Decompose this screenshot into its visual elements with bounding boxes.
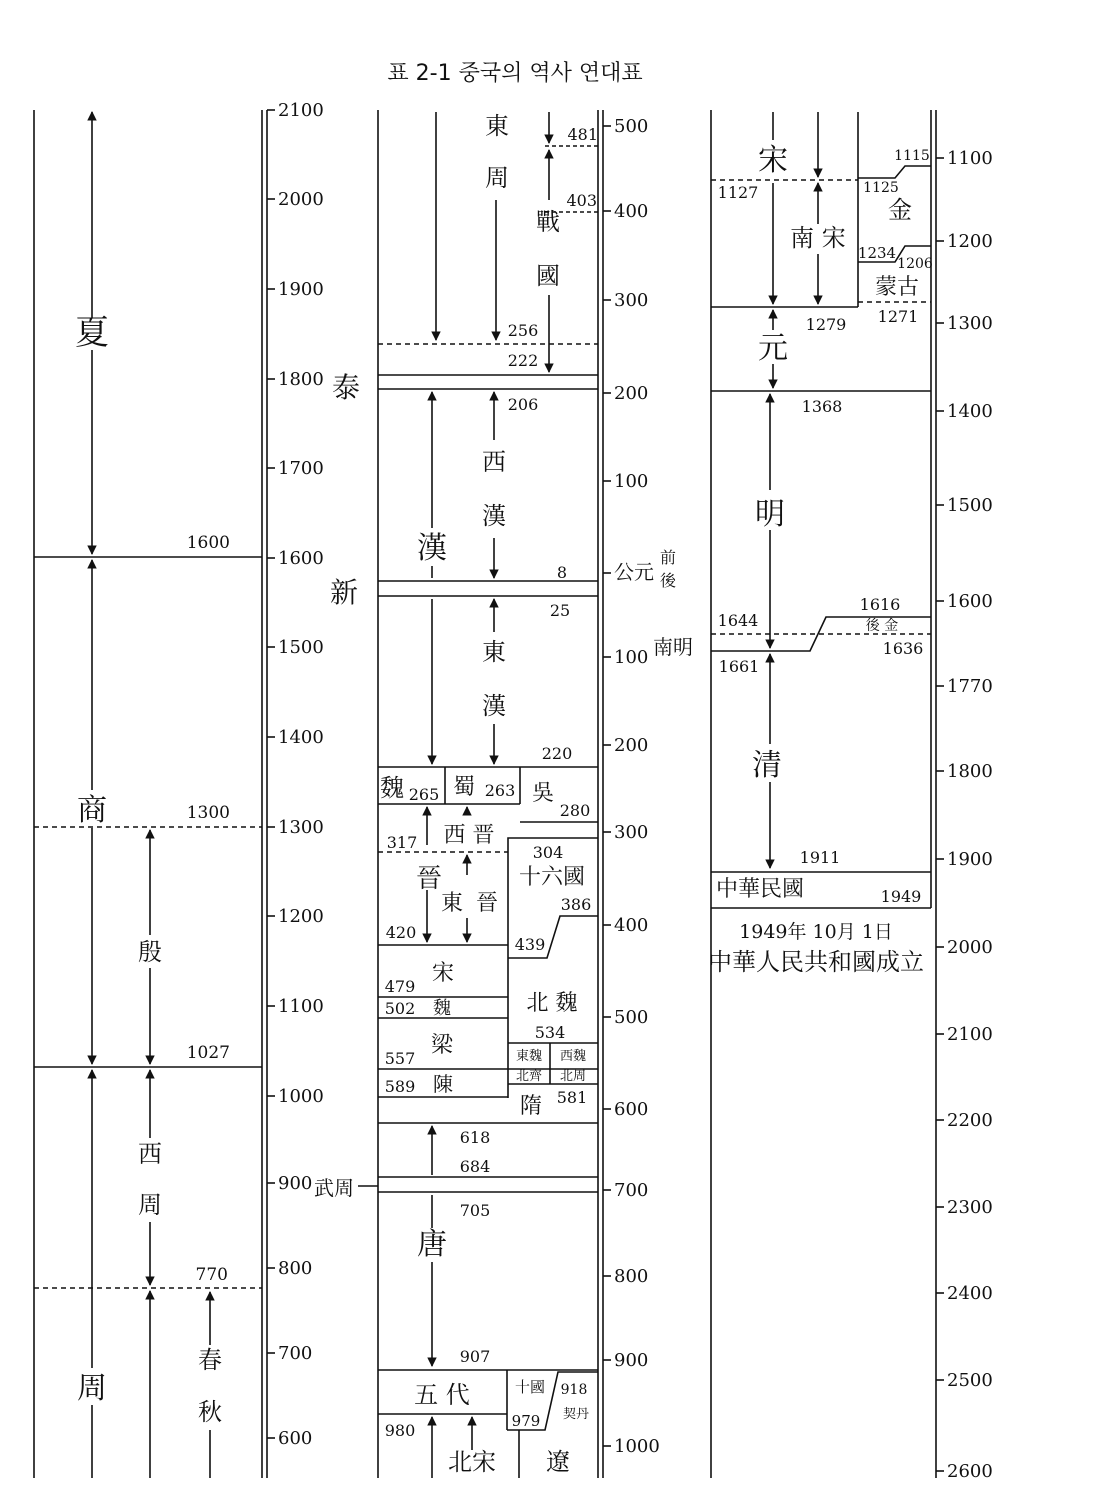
scale-tick-label: 1400	[947, 401, 993, 422]
scale-tick-label: 1800	[947, 761, 993, 782]
year-label: 979	[511, 1412, 541, 1430]
dynasty-eastern-wei: 東魏	[515, 1049, 543, 1064]
year-label: 265	[408, 785, 440, 804]
year-label: 1600	[186, 533, 230, 553]
prc-founding: 中華人民共和國成立	[708, 948, 924, 976]
scale-tick-label: 2100	[947, 1024, 993, 1045]
scale-tick-label: 600	[614, 1099, 649, 1120]
scale-tick-label: 500	[614, 1007, 649, 1028]
dynasty-warring-states-1: 戰	[536, 208, 560, 236]
scale-tick-label: 1400	[278, 727, 324, 748]
dynasty-later-jin: 後 金	[865, 618, 899, 634]
year-label: 1271	[877, 307, 919, 326]
year-label: 403	[566, 191, 597, 210]
dynasty-western-zhou-1: 西	[138, 1140, 162, 1168]
scale-tick-label: 1700	[278, 458, 324, 479]
dynasty-northern-zhou: 北周	[559, 1069, 587, 1084]
scale-tick-label: 600	[278, 1428, 313, 1449]
year-label: 280	[559, 801, 591, 820]
scale-tick-label: 800	[614, 1266, 649, 1287]
scale-tick-label: 2000	[278, 189, 324, 210]
year-label: 502	[384, 999, 416, 1018]
dynasty-chunqiu-2: 秋	[198, 1398, 222, 1426]
scale-tick-label: 1200	[278, 906, 324, 927]
dynasty-han: 漢	[417, 531, 447, 566]
scale-tick-label: 100	[614, 647, 649, 668]
prc-date: 1949年 10月 1日	[739, 921, 893, 943]
ad-mark: 後	[659, 571, 677, 590]
scale-tick-label: 200	[614, 383, 649, 404]
dynasty-eastern-zhou-2: 周	[485, 164, 509, 192]
scale-tick-label: 100	[614, 471, 649, 492]
dynasty-liang: 梁	[430, 1033, 454, 1058]
dynasty-shang: 商	[77, 793, 107, 828]
dynasty-western-wei: 西魏	[559, 1049, 587, 1064]
dynasty-western-han-2: 漢	[482, 502, 506, 530]
dynasty-warring-states-2: 國	[536, 262, 560, 290]
scale-tick-label: 1100	[947, 148, 993, 169]
year-label: 557	[384, 1049, 416, 1068]
year-label: 1125	[863, 180, 899, 196]
dynasty-chunqiu-1: 春	[198, 1346, 222, 1374]
year-label: 420	[385, 923, 417, 942]
year-label: 1027	[186, 1043, 230, 1063]
dynasty-wuzhou: 武周	[314, 1176, 354, 1200]
year-label: 589	[384, 1077, 416, 1096]
scale-1	[267, 100, 324, 1478]
year-label: 1115	[894, 148, 930, 164]
year-label: 1368	[801, 397, 843, 416]
scale-tick-label: 1000	[614, 1436, 660, 1457]
dynasty-zhou: 周	[77, 1371, 107, 1406]
year-label: 770	[195, 1265, 228, 1285]
dynasty-western-han-1: 西	[482, 448, 506, 476]
year-label: 581	[556, 1088, 588, 1107]
scale-tick-label: 1200	[947, 231, 993, 252]
year-label: 1616	[859, 595, 901, 614]
scale-tick-label: 2400	[947, 1283, 993, 1304]
scale-tick-label: 1000	[278, 1086, 324, 1107]
dynasty-chen: 陳	[433, 1072, 453, 1096]
year-label: 222	[507, 351, 539, 370]
year-label: 1279	[805, 315, 847, 334]
dynasty-northern-song: 北宋	[448, 1448, 496, 1476]
year-label: 1911	[799, 848, 841, 867]
dynasty-western-zhou-2: 周	[138, 1191, 162, 1219]
year-label: 1206	[897, 256, 933, 272]
dynasty-song: 宋	[431, 961, 455, 986]
scale-tick-label: 400	[614, 201, 649, 222]
year-label: 439	[514, 935, 546, 954]
dynasty-jin: 晉	[415, 864, 443, 894]
year-label: 705	[459, 1201, 491, 1220]
scale-tick-label: 2500	[947, 1370, 993, 1391]
scale-tick-label: 1770	[947, 676, 993, 697]
year-label: 534	[534, 1023, 566, 1042]
year-label: 263	[484, 781, 516, 800]
scale-tick-label: 500	[614, 116, 649, 137]
year-label: 907	[459, 1347, 491, 1366]
scale-tick-label: 900	[614, 1350, 649, 1371]
khitan: 契丹	[562, 1407, 590, 1422]
year-label: 618	[459, 1128, 491, 1147]
dynasty-eastern-jin-2: 晉	[475, 891, 499, 916]
year-label: 1234	[857, 244, 897, 262]
year-label: 1949	[880, 887, 922, 906]
bc-mark: 前	[659, 548, 677, 567]
scale-2	[603, 110, 677, 1478]
dynasty-sui: 隋	[519, 1094, 543, 1119]
scale-tick-label: 300	[614, 822, 649, 843]
scale-tick-label: 2300	[947, 1197, 993, 1218]
year-label: 684	[459, 1157, 491, 1176]
dynasty-song: 宋	[758, 143, 788, 178]
scale-tick-label: 1500	[278, 637, 324, 658]
year-label: 1636	[882, 639, 924, 658]
dynasty-jin: 金	[888, 196, 912, 224]
roc: 中華民國	[715, 877, 805, 902]
dynasty-wu: 吳	[531, 781, 555, 806]
year-label: 1644	[717, 611, 759, 630]
five-dynasties: 五 代	[414, 1381, 470, 1409]
year-label: 8	[556, 563, 568, 582]
dynasty-eastern-zhou-1: 東	[485, 112, 509, 140]
dynasty-northern-qi: 北齊	[515, 1069, 543, 1084]
scale-tick-label: 2600	[947, 1461, 993, 1482]
scale-tick-label: 1800	[278, 369, 324, 390]
scale-tick-label: 800	[278, 1258, 313, 1279]
scale-3	[936, 110, 993, 1482]
ten-kingdoms: 十國	[514, 1378, 546, 1396]
year-label: 256	[507, 321, 539, 340]
dynasty-eastern-han-1: 東	[482, 638, 506, 666]
scale-tick-label: 1500	[947, 495, 993, 516]
scale-tick-label: 公元	[614, 560, 654, 584]
scale-tick-label: 1900	[278, 279, 324, 300]
year-label: 317	[386, 833, 418, 852]
scale-tick-label: 1100	[278, 996, 324, 1017]
year-label: 481	[567, 125, 598, 144]
dynasty-southern-ming: 南明	[653, 635, 693, 659]
scale-tick-label: 900	[278, 1173, 313, 1194]
dynasty-xin: 新	[329, 576, 359, 609]
column-1-labels	[75, 313, 230, 1426]
scale-tick-label: 2200	[947, 1110, 993, 1131]
year-label: 918	[560, 1382, 588, 1398]
year-label: 25	[549, 601, 571, 620]
year-label: 1127	[717, 183, 759, 202]
year-label: 220	[541, 744, 573, 763]
year-label: 304	[532, 843, 564, 862]
dynasty-eastern-han-2: 漢	[482, 692, 506, 720]
dynasty-wei: 魏	[380, 774, 404, 802]
column-3-labels	[708, 143, 933, 976]
dynasty-yin: 殷	[138, 938, 162, 966]
scale-tick-label: 300	[614, 290, 649, 311]
dynasty-wei-2: 魏	[433, 998, 451, 1019]
scale-tick-label: 700	[614, 1180, 649, 1201]
scale-tick-label: 2000	[947, 937, 993, 958]
dynasty-mongol: 蒙古	[874, 275, 920, 300]
dynasty-tang: 唐	[417, 1227, 447, 1262]
scale-tick-label: 700	[278, 1343, 313, 1364]
scale-tick-label: 400	[614, 915, 649, 936]
year-label: 1661	[718, 657, 760, 676]
scale-tick-label: 1900	[947, 849, 993, 870]
sixteen-kingdoms: 十六國	[518, 865, 586, 890]
year-label: 479	[384, 977, 416, 996]
dynasty-eastern-jin-1: 東	[440, 891, 464, 916]
year-label: 206	[507, 395, 539, 414]
dynasty-qin: 泰	[331, 371, 361, 404]
dynasty-northern-wei: 北 魏	[526, 991, 578, 1016]
year-label: 1300	[186, 803, 230, 823]
dynasty-liao: 遼	[546, 1448, 570, 1476]
year-label: 386	[560, 895, 592, 914]
scale-tick-label: 1300	[947, 313, 993, 334]
year-label: 980	[384, 1421, 416, 1440]
scale-tick-label: 1600	[278, 548, 324, 569]
scale-tick-label: 2100	[278, 100, 324, 121]
dynasty-western-jin: 西 晋	[443, 823, 495, 848]
dynasty-shu: 蜀	[452, 775, 476, 800]
scale-tick-label: 1600	[947, 591, 993, 612]
scale-tick-label: 1300	[278, 817, 324, 838]
dynasty-ming: 明	[755, 497, 785, 532]
dynasty-southern-song: 南 宋	[790, 224, 846, 252]
dynasty-qing: 清	[752, 748, 782, 783]
scale-tick-label: 200	[614, 735, 649, 756]
page-title: 표 2-1 중국의 역사 연대표	[387, 61, 643, 86]
dynasty-xia: 夏	[75, 313, 109, 353]
dynasty-yuan: 元	[758, 331, 788, 366]
